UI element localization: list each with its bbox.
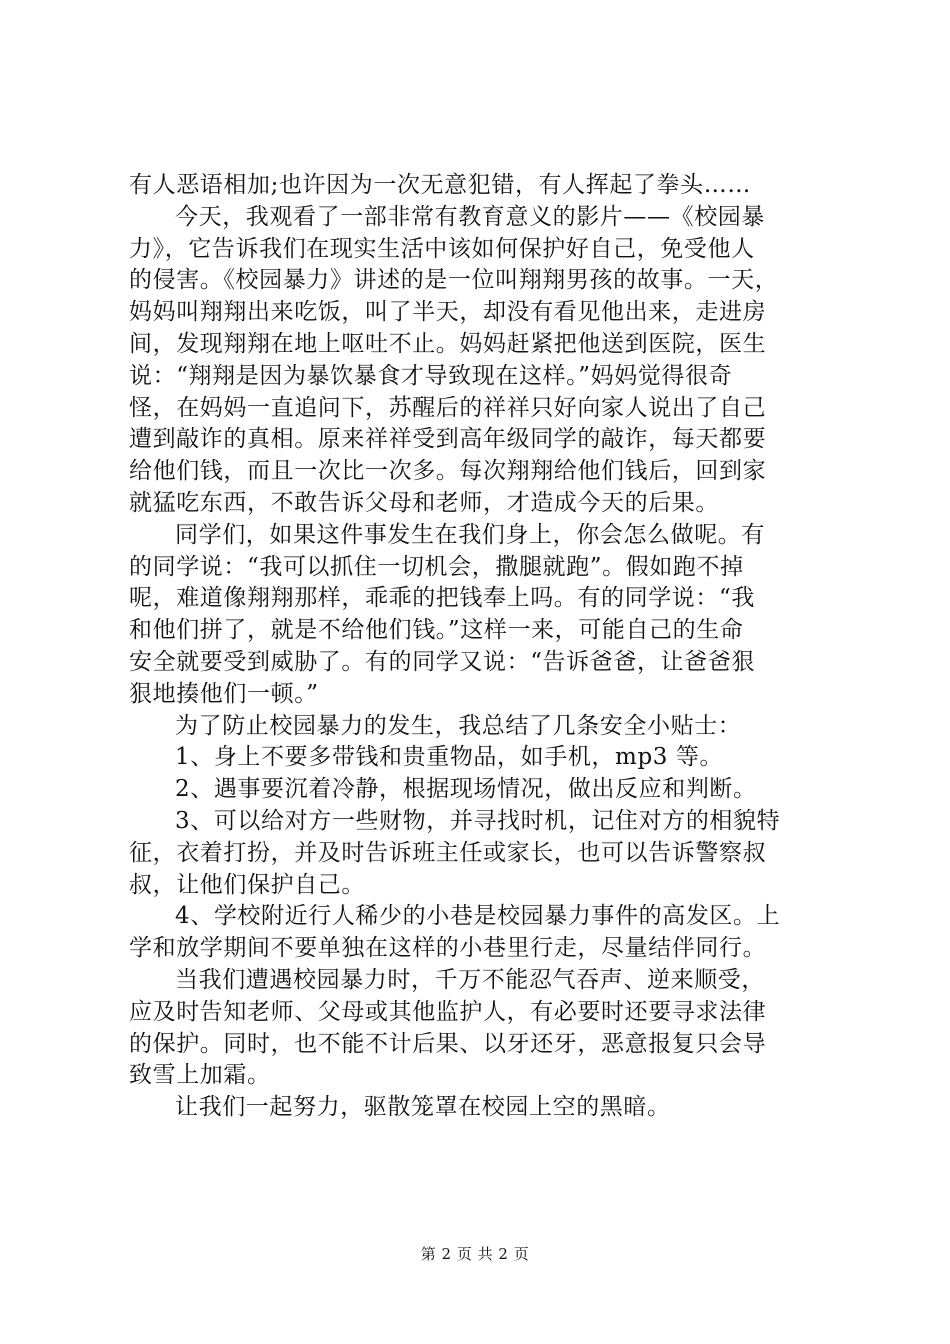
document-body [129, 170, 829, 1124]
text-line: 为了防止校园暴力的发生，我总结了几条安全小贴士： [175, 712, 742, 739]
list-item: 3、可以给对方一些财物，并寻找时机，记住对方的相貌特 [175, 807, 781, 834]
text-line: 安全就要受到威胁了。有的同学又说：“告诉爸爸，让爸爸狠 [129, 648, 755, 675]
list-item: 1、身上不要多带钱和贵重物品，如手机，mp3 等。 [175, 744, 724, 771]
text-line: 说：“翔翔是因为暴饮暴食才导致现在这样。”妈妈觉得很奇 [129, 362, 733, 389]
text-line: 怪，在妈妈一直追问下，苏醒后的祥祥只好向家人说出了自己 [129, 394, 767, 421]
text-line: 给他们钱，而且一次比一次多。每次翔翔给他们钱后，回到家 [129, 458, 767, 485]
text-line: 就猛吃东西，不敢告诉父母和老师，才造成今天的后果。 [129, 489, 719, 516]
text-line: 当我们遭遇校园暴力时，千万不能忍气吞声、逆来顺受， [175, 966, 765, 993]
text-line: 的保护。同时，也不能不计后果、以牙还牙，恶意报复只会导 [129, 1030, 767, 1057]
text-line: 有人恶语相加;也许因为一次无意犯错，有人挥起了拳头…… [129, 172, 751, 198]
text-line: 力》，它告诉我们在现实生活中该如何保护好自己，免受他人 [129, 235, 755, 262]
text-line: 遭到敲诈的真相。原来祥祥受到高年级同学的敲诈，每天都要 [129, 426, 767, 453]
list-item: 4、学校附近行人稀少的小巷是校园暴力事件的高发区。上 [175, 903, 781, 930]
text-line: 今天，我观看了一部非常有教育意义的影片——《校园暴 [175, 203, 765, 230]
text-line: 同学们，如果这件事发生在我们身上，你会怎么做呢。有 [175, 521, 765, 548]
text-line: 狠地揍他们一顿。” [129, 680, 319, 707]
text-line: 叔，让他们保护自己。 [129, 871, 365, 898]
text-line: 让我们一起努力，驱散笼罩在校园上空的黑暗。 [175, 1094, 671, 1121]
text-line: 应及时告知老师、父母或其他监护人，有必要时还要寻求法律 [129, 998, 767, 1025]
text-line: 学和放学期间不要单独在这样的小巷里行走，尽量结伴同行。 [129, 935, 767, 962]
list-item: 2、遇事要沉着冷静，根据现场情况，做出反应和判断。 [175, 776, 757, 803]
text-line: 的同学说：“我可以抓住一切机会，撒腿就跑”。假如跑不掉 [129, 553, 744, 580]
text-line: 呢，难道像翔翔那样，乖乖的把钱奉上吗。有的同学说：“我 [129, 585, 755, 612]
text-line: 致雪上加霜。 [129, 1062, 271, 1089]
text-line: 妈妈叫翔翔出来吃饭，叫了半天，却没有看见他出来，走进房 [129, 299, 767, 326]
page-footer [0, 1244, 950, 1264]
text-line: 间，发现翔翔在地上呕吐不止。妈妈赶紧把他送到医院，医生 [129, 330, 767, 357]
text-line: 的侵害。《校园暴力》讲述的是一位叫翔翔男孩的故事。一天， [129, 267, 779, 294]
page-number: 第 2 页 共 2 页 [420, 1245, 530, 1263]
text-line: 征，衣着打扮，并及时告诉班主任或家长，也可以告诉警察叔 [129, 839, 767, 866]
text-line: 和他们拼了，就是不给他们钱。”这样一来，可能自己的生命 [129, 617, 744, 644]
